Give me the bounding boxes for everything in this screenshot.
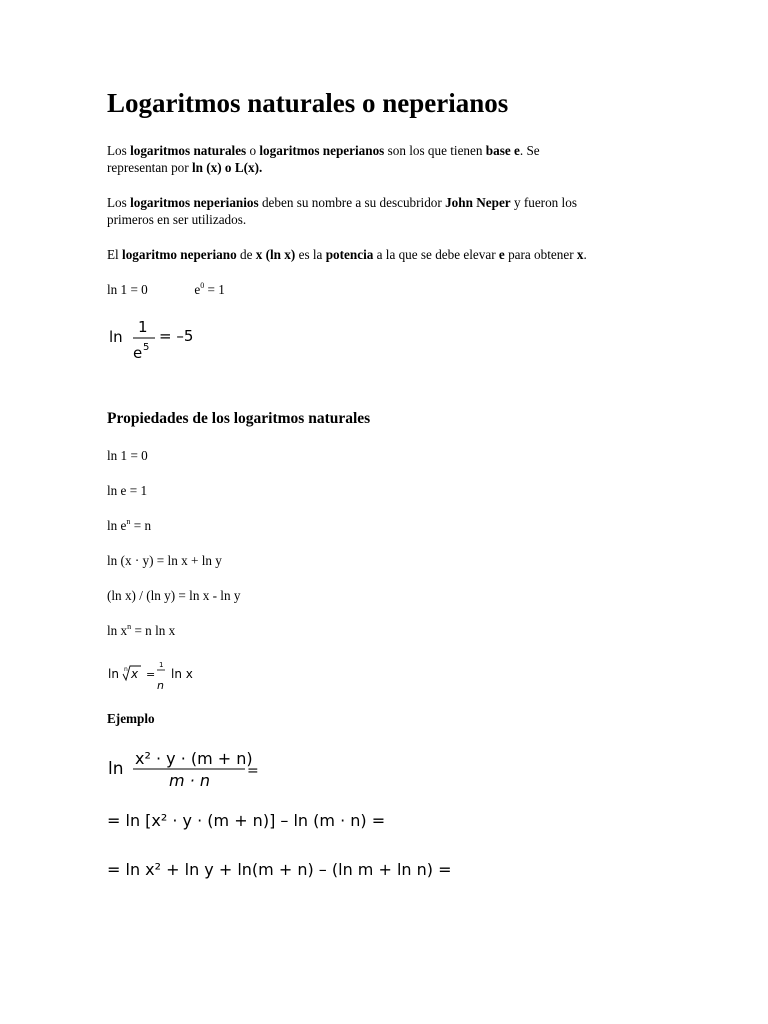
property-5: (ln x) / (ln y) = ln x - ln y [107, 588, 241, 603]
intro-paragraph-2: Los logaritmos neperianios deben su nombre a su descubridor John Neper y fueron los primeros en ser utilizados. [107, 195, 577, 227]
formula-numerator: 1 [138, 318, 148, 336]
root-formula-den: n [157, 679, 164, 692]
example-line-1-ln: ln [108, 759, 124, 779]
example-line-2: = ln [x² · y · (m + n)] – ln (m · n) = [107, 811, 386, 830]
formula-ln: ln [109, 328, 123, 346]
example-line-1-eq: = [247, 763, 259, 779]
formula-ln-one-over-e5 [107, 316, 227, 364]
example-line-1 [107, 744, 287, 794]
formula-denominator-base: e [133, 344, 143, 362]
property-2: ln e = 1 [107, 483, 148, 498]
example-line-1-numerator: x² · y · (m + n) [135, 749, 253, 768]
formula-denominator-exp: 5 [143, 342, 150, 353]
example-line-3: = ln x² + ln y + ln(m + n) – (ln m + ln n) = [107, 860, 452, 879]
property-4: ln (x · y) = ln x + ln y [107, 553, 222, 568]
root-formula-eq: = [146, 668, 156, 681]
property-3: $\ln e^n = n$ [107, 517, 152, 533]
example-line-1-denominator: m · n [169, 771, 210, 790]
property-7-root-formula [107, 656, 247, 694]
example-heading: Ejemplo [107, 711, 155, 726]
properties-heading: Propiedades de los logaritmos naturales [107, 410, 371, 427]
page-title: Logaritmos naturales o neperianos [107, 88, 509, 118]
intro-paragraph-1: Los logaritmos naturales o logaritmos neperianos son los que tienen base e. Se representan por ln (x) o L(x). [107, 143, 540, 175]
root-formula-rhs: ln x [171, 667, 193, 681]
property-6: $\ln x^n = n$ ln x [107, 622, 176, 638]
property-1: ln 1 = 0 [107, 448, 148, 463]
root-radicand: x [131, 667, 139, 681]
example-identity-line: ln 1 = 0 $e^0 = 1$ [107, 281, 225, 297]
root-formula-ln: ln [108, 667, 119, 681]
root-index: n [124, 666, 128, 673]
formula-rhs: = –5 [159, 327, 194, 345]
root-formula-num: 1 [159, 661, 164, 669]
intro-paragraph-3: El logaritmo neperiano de x (ln x) es la potencia a la que se debe elevar e para obtener x. [107, 247, 587, 262]
